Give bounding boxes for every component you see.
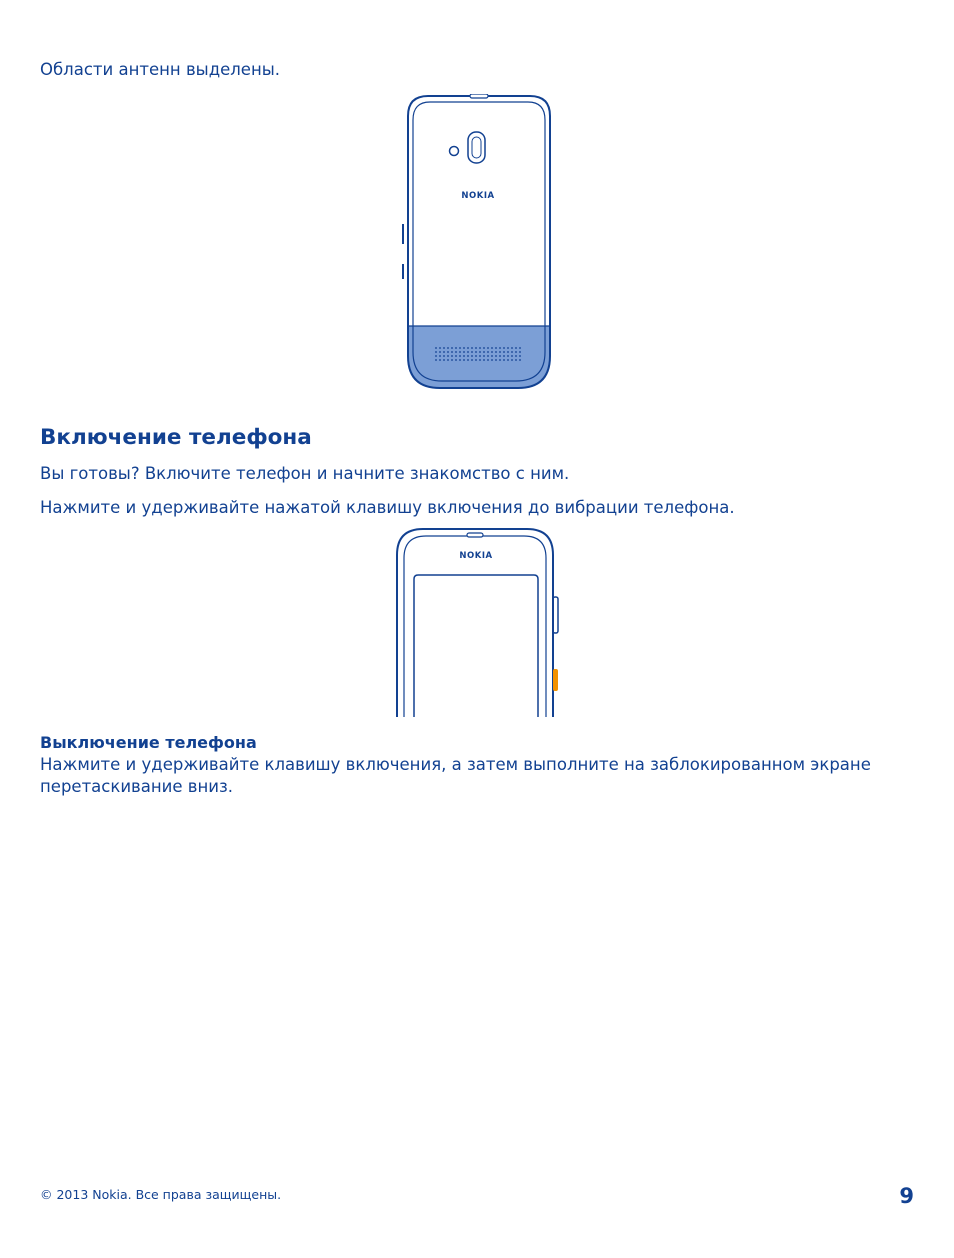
- nokia-logo-front: NOKIA: [459, 551, 493, 561]
- nokia-logo-back: NOKIA: [461, 191, 495, 201]
- footer-copyright: © 2013 Nokia. Все права защищены.: [40, 1187, 282, 1202]
- phone-screen: [414, 575, 538, 717]
- section-heading: Включение телефона: [40, 425, 312, 450]
- power-key: [553, 669, 558, 691]
- subsection-paragraph: Нажмите и удерживайте клавишу включения, а затем выполните на заблокированном экране перетаскивание вниз.: [40, 755, 871, 796]
- subsection-heading: Выключение телефона: [40, 733, 257, 752]
- phone-back-illustration: [398, 94, 560, 394]
- speaker-grille: [434, 346, 522, 362]
- intro-paragraph: Вы готовы? Включите телефон и начните знакомство с ним.: [40, 464, 570, 483]
- volume-key: [553, 597, 558, 633]
- intro-text: Области антенн выделены.: [40, 60, 281, 79]
- flash-icon: [450, 147, 459, 156]
- phone-front-illustration: [392, 527, 564, 717]
- page-number: 9: [899, 1184, 914, 1208]
- instruction-paragraph: Нажмите и удерживайте нажатой клавишу включения до вибрации телефона.: [40, 498, 735, 517]
